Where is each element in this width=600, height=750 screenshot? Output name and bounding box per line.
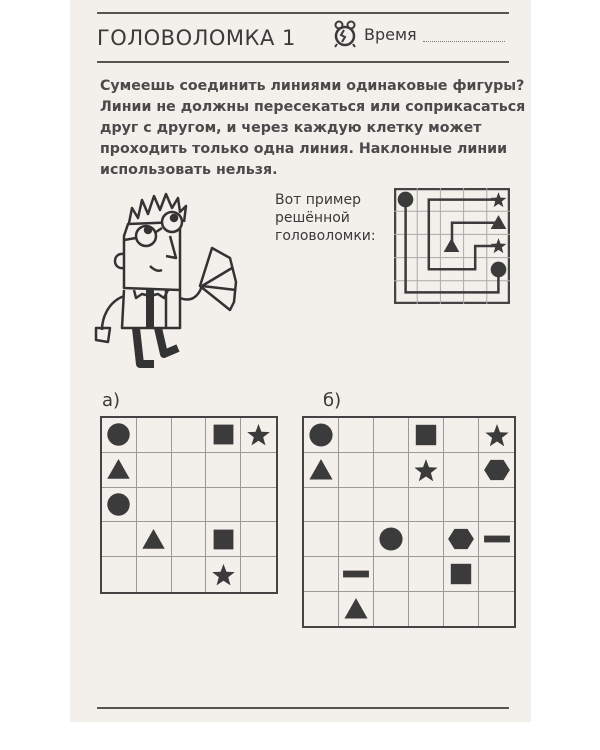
grid-cell[interactable] [102,488,137,523]
grid-cell[interactable] [374,522,409,557]
example-shape [440,234,463,257]
grid-cell[interactable] [374,453,409,488]
star-icon [487,188,510,211]
grid-cell[interactable] [339,557,374,592]
star-icon [207,558,240,591]
grid-cell[interactable] [241,557,276,592]
grid-cell[interactable] [339,453,374,488]
grid-cell[interactable] [479,557,514,592]
triangle-icon [102,453,135,486]
header-top-rule [97,12,509,14]
grid-cell[interactable] [409,557,444,592]
puzzle-a-label: а) [102,390,121,411]
triangle-icon [487,211,510,234]
header-bottom-rule [97,61,509,63]
grid-cell[interactable] [172,418,207,453]
puzzle-a-grid[interactable] [100,416,278,594]
example-label-line: Вот пример [275,192,361,208]
grid-cell[interactable] [102,522,137,557]
example-shape [487,211,510,234]
grid-cell[interactable] [304,557,339,592]
grid-cell[interactable] [479,592,514,626]
star-icon [409,453,443,487]
hexagon-icon [480,453,514,487]
star-icon [487,234,510,257]
character-illustration [80,178,270,368]
grid-cell[interactable] [137,488,172,523]
triangle-icon [304,453,338,487]
grid-cell[interactable] [409,592,444,626]
grid-cell[interactable] [374,488,409,522]
circle-icon [304,418,338,452]
grid-cell[interactable] [374,557,409,592]
example-label-line: головоломки: [275,228,376,244]
grid-cell[interactable] [206,418,241,453]
grid-cell[interactable] [172,453,207,488]
grid-cell[interactable] [374,418,409,453]
grid-cell[interactable] [172,522,207,557]
hexagon-icon [444,522,478,556]
grid-cell[interactable] [409,453,444,488]
grid-cell[interactable] [206,488,241,523]
grid-cell[interactable] [304,418,339,453]
example-shape [487,188,510,211]
grid-cell[interactable] [339,418,374,453]
grid-cell[interactable] [444,592,479,626]
example-shape [394,188,417,211]
grid-cell[interactable] [339,488,374,522]
grid-cell[interactable] [137,557,172,592]
triangle-icon [137,523,170,556]
square-icon [444,557,478,591]
grid-cell[interactable] [172,557,207,592]
square-icon [207,523,240,556]
circle-icon [487,258,510,281]
triangle-icon [339,592,373,626]
grid-cell[interactable] [339,522,374,557]
star-icon [480,418,514,452]
time-label: Время [364,24,417,44]
example-shape [487,234,510,257]
triangle-icon [440,234,463,257]
grid-cell[interactable] [206,522,241,557]
instructions-text: Сумеешь соединить линиями одинаковые фигуры? Линии не должны пересекаться или соприкасаться друг с другом, и через каждую клетку может проходить только одна линия. Наклонные линии использовать нельзя. [100,78,526,178]
bar-icon [480,522,514,556]
square-icon [409,418,443,452]
circle-icon [102,418,135,451]
grid-cell[interactable] [339,592,374,626]
grid-cell[interactable] [137,418,172,453]
grid-cell[interactable] [444,453,479,488]
circle-icon [374,522,408,556]
example-shape [487,258,510,281]
grid-cell[interactable] [479,453,514,488]
grid-cell[interactable] [241,453,276,488]
circle-icon [394,188,417,211]
grid-cell[interactable] [137,522,172,557]
grid-cell[interactable] [172,488,207,523]
grid-cell[interactable] [479,488,514,522]
grid-cell[interactable] [137,453,172,488]
grid-cell[interactable] [304,453,339,488]
puzzle-b-grid[interactable] [302,416,516,628]
grid-cell[interactable] [102,453,137,488]
grid-cell[interactable] [444,418,479,453]
grid-cell[interactable] [102,557,137,592]
grid-cell[interactable] [479,418,514,453]
grid-cell[interactable] [304,592,339,626]
example-solved-grid [394,188,510,304]
grid-cell[interactable] [409,418,444,453]
grid-cell[interactable] [444,522,479,557]
bar-icon [339,557,373,591]
footer-rule [97,707,509,709]
grid-cell[interactable] [444,557,479,592]
alarm-clock-icon [332,20,358,48]
example-label [275,191,376,245]
star-icon [242,418,275,451]
example-label-line: решённой [275,210,350,226]
grid-cell[interactable] [241,522,276,557]
grid-cell[interactable] [241,418,276,453]
grid-cell[interactable] [304,522,339,557]
grid-cell[interactable] [304,488,339,522]
grid-cell[interactable] [102,418,137,453]
book-page [70,0,531,722]
puzzle-b-label: б) [323,390,342,411]
grid-cell[interactable] [206,453,241,488]
grid-cell[interactable] [409,488,444,522]
square-icon [207,418,240,451]
grid-cell[interactable] [409,522,444,557]
grid-cell[interactable] [374,592,409,626]
grid-cell[interactable] [444,488,479,522]
time-input-line[interactable] [423,27,505,42]
grid-cell[interactable] [479,522,514,557]
grid-cell[interactable] [206,557,241,592]
circle-icon [102,488,135,521]
time-field [332,20,505,48]
puzzle-title: ГОЛОВОЛОМКА 1 [97,26,296,50]
grid-cell[interactable] [241,488,276,523]
